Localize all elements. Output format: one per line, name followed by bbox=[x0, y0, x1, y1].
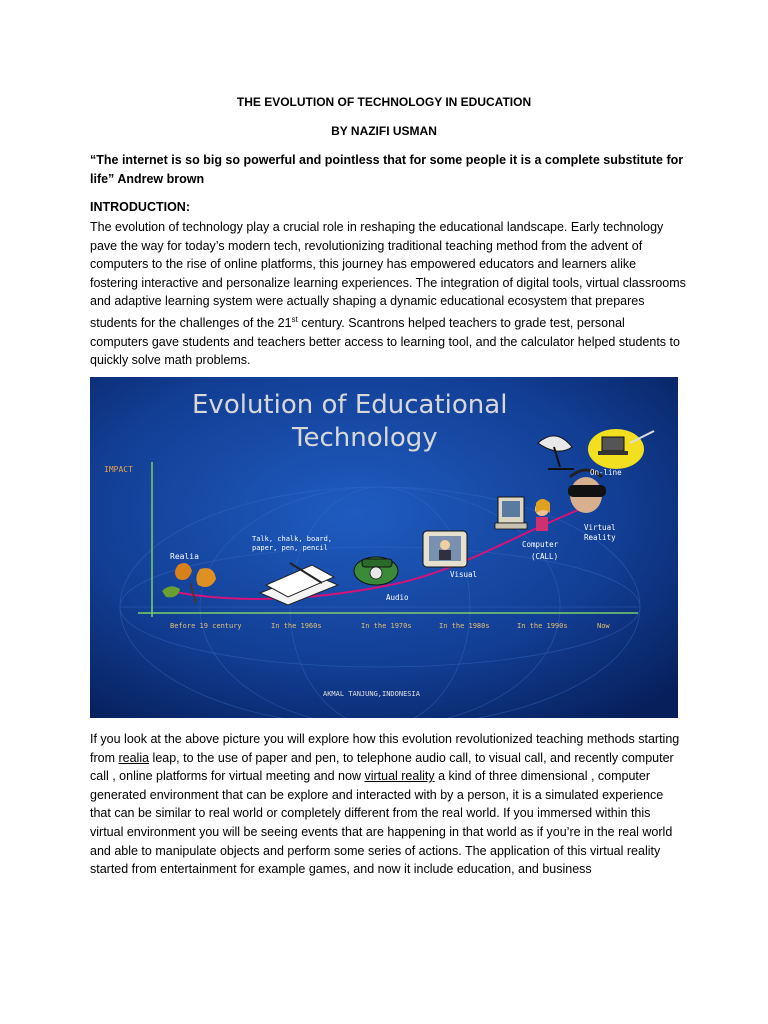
evolution-chart bbox=[90, 377, 678, 718]
era-label-5: Now bbox=[597, 622, 610, 630]
stage-label-paper-2: paper, pen, pencil bbox=[252, 544, 328, 552]
evolution-figure bbox=[90, 377, 678, 718]
stage-label-vr-2: Reality bbox=[584, 533, 616, 542]
stage-label-online: On-line bbox=[590, 468, 622, 477]
intro-text-a: The evolution of technology play a crucial role in reshaping the educational landscape. Early technology pave the way for today’s modern tech, revolutionizing traditional teaching method from the advent of computers to the rise of online platforms, this journey has empowered educators and learners alike fostering interactive and personalize learning experiences. The integration of digital tools, virtual classrooms and adaptive learning system were actually shaping a dynamic educational ecosystem that prepares students for the challenges of the 21 bbox=[90, 220, 686, 331]
body-paragraph bbox=[90, 730, 686, 879]
figure-title-line2: Technology bbox=[292, 423, 438, 453]
stage-label-audio: Audio bbox=[386, 593, 409, 602]
stage-label-paper-1: Talk, chalk, board, bbox=[252, 535, 333, 543]
stage-label-computer: Computer bbox=[522, 540, 559, 549]
stage-label-realia: Realia bbox=[170, 552, 199, 561]
intro-text-b: century. Scantrons helped teachers to grade test, personal computers gave students and teachers better access to learning tool, and the calculator helped students to quickly solve math problems. bbox=[90, 316, 680, 368]
era-label-1: In the 1960s bbox=[271, 622, 322, 630]
introduction-heading: INTRODUCTION: bbox=[90, 200, 190, 214]
telephone-icon bbox=[354, 557, 398, 585]
body-text-c: a kind of three dimensional , computer generated environment that can be explore and interacted with by a person, it is a simulated experience that can be similar to real world or completely different from the real world. If you immersed within this virtual environment you will be seeing events that are happening in that world as if you’re in the real world and able to manipulate objects and perform some series of actions. The application of this virtual reality started from entertainment for example games, and now it include education, and business bbox=[90, 769, 673, 877]
virtual-reality-link[interactable]: virtual reality bbox=[364, 769, 435, 784]
body-text-b: leap, to the use of paper and pen, to telephone audio call, to visual call, and recently computer call , online platforms for virtual meeting and now bbox=[90, 750, 674, 784]
era-label-4: In the 1990s bbox=[517, 622, 568, 630]
computer-icon bbox=[495, 497, 550, 531]
era-label-2: In the 1970s bbox=[361, 622, 412, 630]
era-label-0: Before 19 century bbox=[170, 622, 242, 630]
figure-credit: AKMAL TANJUNG,INDONESIA bbox=[323, 690, 420, 698]
stage-label-computer-sub: (CALL) bbox=[531, 552, 559, 561]
stage-label-visual: Visual bbox=[450, 570, 478, 579]
television-icon bbox=[423, 531, 467, 567]
document-author: BY NAZIFI USMAN bbox=[331, 124, 437, 138]
y-axis-label: IMPACT bbox=[104, 465, 133, 474]
opening-quote: “The internet is so big so powerful and pointless that for some people it is a complete substitute for life” Andrew brown bbox=[90, 153, 684, 186]
era-label-3: In the 1980s bbox=[439, 622, 490, 630]
figure-title-line1: Evolution of Educational bbox=[192, 390, 508, 420]
body-text-a: If you look at the above picture you will explore how this evolution revolutionized teaching methods starting from bbox=[90, 732, 680, 765]
stage-label-vr-1: Virtual bbox=[584, 523, 616, 532]
introduction-paragraph bbox=[90, 218, 686, 370]
intro-superscript: st bbox=[291, 314, 298, 324]
realia-link[interactable]: realia bbox=[118, 750, 150, 765]
document-title: THE EVOLUTION OF TECHNOLOGY IN EDUCATION bbox=[236, 95, 532, 109]
